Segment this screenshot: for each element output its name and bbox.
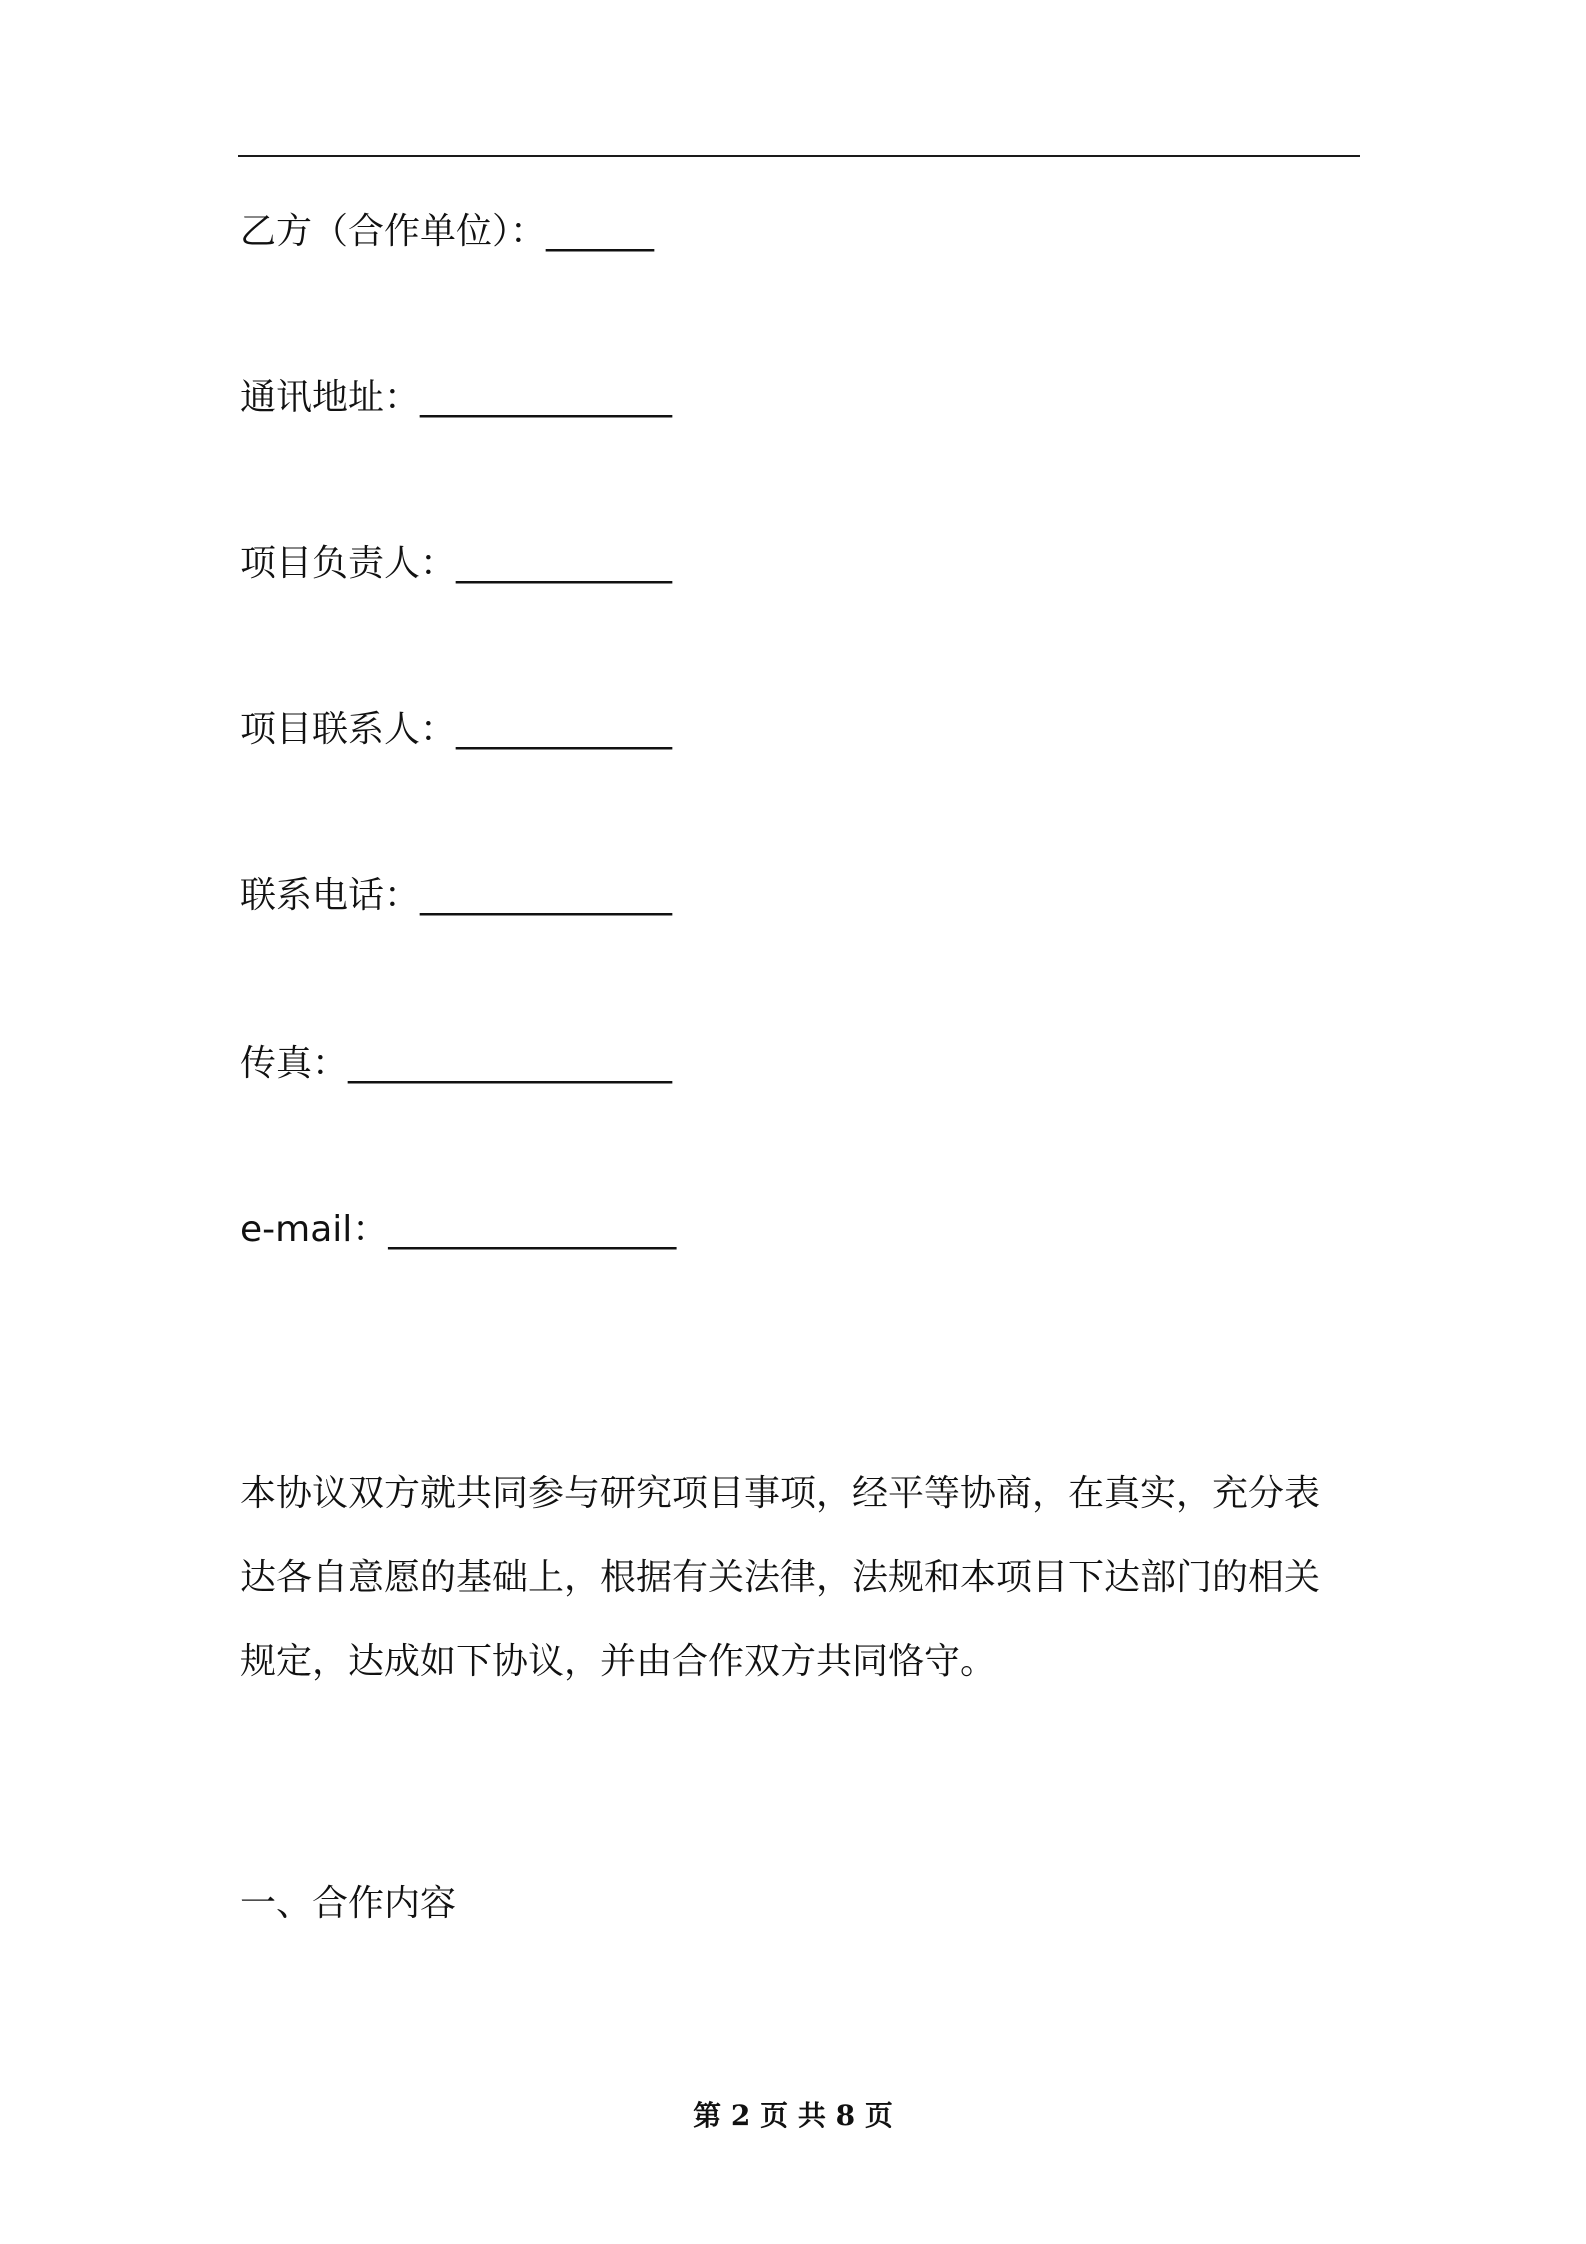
phone-field bbox=[240, 872, 672, 920]
intro-paragraph bbox=[240, 1452, 1360, 1704]
paragraph-line: 达各自意愿的基础上，根据有关法律，法规和本项目下达部门的相关 bbox=[240, 1557, 1321, 1598]
field-label: 传真： bbox=[240, 1043, 349, 1084]
field-label: 项目联系人： bbox=[240, 709, 457, 750]
field-label: 乙方（合作单位）： bbox=[240, 211, 547, 252]
paragraph-line: 本协议双方就共同参与研究项目事项，经平等协商，在真实，充分表 bbox=[240, 1473, 1321, 1514]
address-field bbox=[240, 374, 672, 422]
field-label: 通讯地址： bbox=[240, 377, 421, 418]
field-blank: ________________ bbox=[388, 1209, 677, 1250]
field-blank: ______________ bbox=[420, 377, 673, 418]
field-label: 联系电话： bbox=[240, 875, 421, 916]
field-label: 项目负责人： bbox=[240, 543, 457, 584]
project-contact-field bbox=[240, 706, 672, 754]
field-blank: ____________ bbox=[456, 543, 673, 584]
page-number: 第 2 页 共 8 页 bbox=[693, 2099, 893, 2132]
field-blank: ______ bbox=[546, 211, 655, 252]
fax-field bbox=[240, 1040, 672, 1088]
party-b-field bbox=[240, 208, 654, 256]
field-blank: __________________ bbox=[348, 1043, 673, 1084]
paragraph-line: 规定，达成如下协议，并由合作双方共同恪守。 bbox=[240, 1641, 997, 1682]
section-heading: 一、合作内容 bbox=[240, 1883, 457, 1924]
field-label: e-mail： bbox=[240, 1209, 389, 1250]
field-blank: ____________ bbox=[456, 709, 673, 750]
header-rule bbox=[238, 155, 1360, 157]
field-blank: ______________ bbox=[420, 875, 673, 916]
email-field bbox=[240, 1206, 676, 1254]
project-leader-field bbox=[240, 540, 672, 588]
